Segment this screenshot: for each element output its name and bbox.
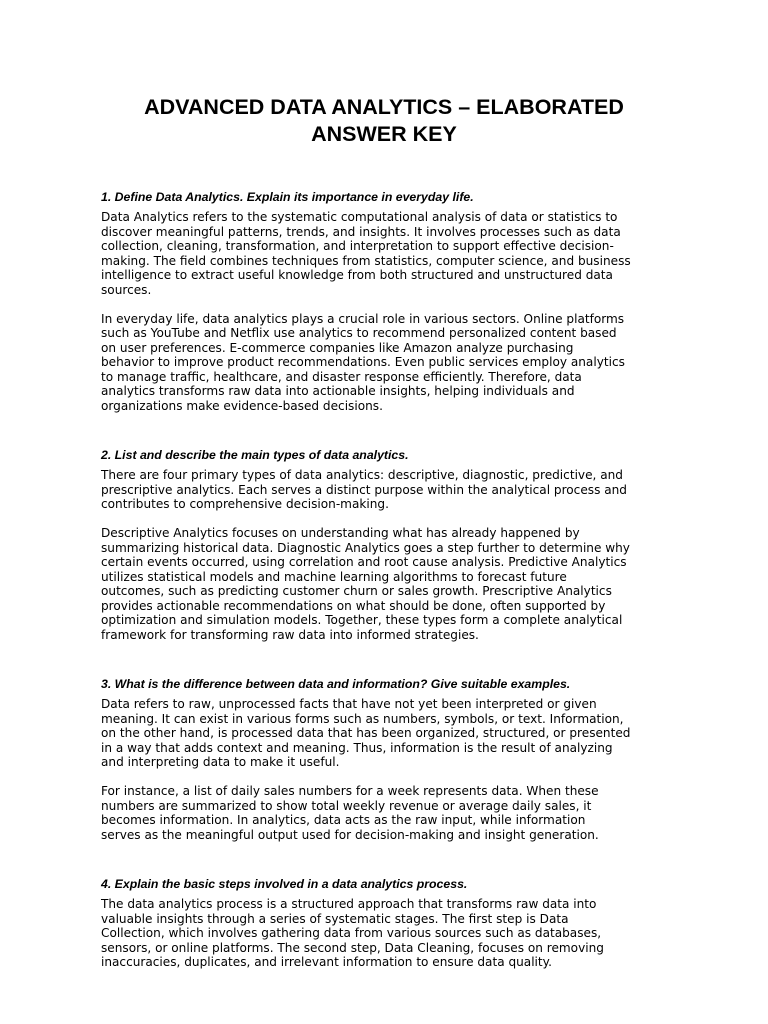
text-line: intelligence to extract useful knowledge from both structured and unstructured data [101,268,613,282]
text-line: sensors, or online platforms. The second step, Data Cleaning, focuses on removing [101,940,604,955]
text-line: in a way that adds context and meaning. Thus, information is the result of analyzing [101,740,613,755]
text-line: collection, cleaning, transformation, and interpretation to support effective decision- [101,239,614,253]
question-heading: 1. Define Data Analytics. Explain its importance in everyday life. [101,190,474,204]
text-line: Descriptive Analytics focuses on understanding what has already happened by [101,526,580,540]
text-line: prescriptive analytics. Each serves a distinct purpose within the analytical process and [101,482,627,497]
title-line: ADVANCED DATA ANALYTICS – ELABORATED [144,95,624,119]
text-line: In everyday life, data analytics plays a crucial role in various sectors. Online platforms [101,311,625,326]
answer-paragraph [101,526,681,642]
text-line: becomes information. In analytics, data acts as the raw input, while information [101,813,586,827]
text-line: framework for transforming raw data into informed strategies. [101,627,479,642]
text-line: numbers are summarized to show total weekly revenue or average daily sales, it [101,798,592,813]
text-line: utilizes statistical models and machine learning algorithms to forecast future [101,569,567,584]
text-line: optimization and simulation models. Together, these types form a complete analytical [101,613,623,627]
answer-paragraph [101,697,681,770]
question-heading: 3. What is the difference between data and information? Give suitable examples. [101,677,571,691]
text-line: Data refers to raw, unprocessed facts that have not yet been interpreted or given [101,697,597,711]
text-line: on the other hand, is processed data that has been organized, structured, or presented [101,726,631,740]
text-line: provides actionable recommendations on what should be done, often supported by [101,598,606,613]
text-line: certain events occurred, using correlation and root cause analysis. Predictive Analytics [101,555,627,569]
text-line: sources. [101,282,152,297]
section-2 [101,448,681,642]
answer-paragraph [101,210,681,297]
text-line: analytics transforms raw data into actionable insights, helping individuals and [101,384,575,398]
section-1 [101,190,681,413]
text-line: For instance, a list of daily sales numbers for a week represents data. When these [101,784,599,798]
answer-paragraph [101,468,681,512]
text-line: The data analytics process is a structured approach that transforms raw data into [101,897,597,911]
text-line: discover meaningful patterns, trends, and insights. It involves processes such as data [101,224,621,239]
answer-paragraph [101,312,681,414]
text-line: behavior to improve product recommendations. Even public services employ analytics [101,355,625,369]
text-line: serves as the meaningful output used for decision-making and insight generation. [101,827,599,842]
text-line: on user preferences. E-commerce companies like Amazon analyze purchasing [101,340,574,355]
text-line: meaning. It can exist in various forms such as numbers, symbols, or text. Information, [101,711,624,726]
text-line: Data Analytics refers to the systematic computational analysis of data or statistics to [101,210,618,224]
document-title [90,94,678,148]
text-line: contributes to comprehensive decision-making. [101,497,389,511]
text-line: to manage traffic, healthcare, and disaster response efficiently. Therefore, data [101,369,582,384]
text-line: and interpreting data to make it useful. [101,755,340,769]
text-line: summarizing historical data. Diagnostic Analytics goes a step further to determine why [101,540,630,555]
question-heading: 2. List and describe the main types of data analytics. [101,448,409,462]
text-line: Collection, which involves gathering data from various sources such as databases, [101,926,602,940]
answer-paragraph [101,897,681,970]
text-line: inaccuracies, duplicates, and irrelevant information to ensure data quality. [101,955,552,969]
section-4 [101,877,681,970]
question-heading: 4. Explain the basic steps involved in a data analytics process. [101,877,468,891]
text-line: making. The field combines techniques from statistics, computer science, and business [101,253,631,268]
title-line: ANSWER KEY [311,122,457,146]
text-line: outcomes, such as predicting customer churn or sales growth. Prescriptive Analytics [101,584,612,598]
text-line: organizations make evidence-based decisions. [101,398,383,413]
section-3 [101,677,681,842]
text-line: valuable insights through a series of systematic stages. The first step is Data [101,911,569,926]
answer-paragraph [101,784,681,842]
text-line: such as YouTube and Netflix use analytics to recommend personalized content based [101,326,617,340]
text-line: There are four primary types of data analytics: descriptive, diagnostic, predictive, and [101,468,623,482]
